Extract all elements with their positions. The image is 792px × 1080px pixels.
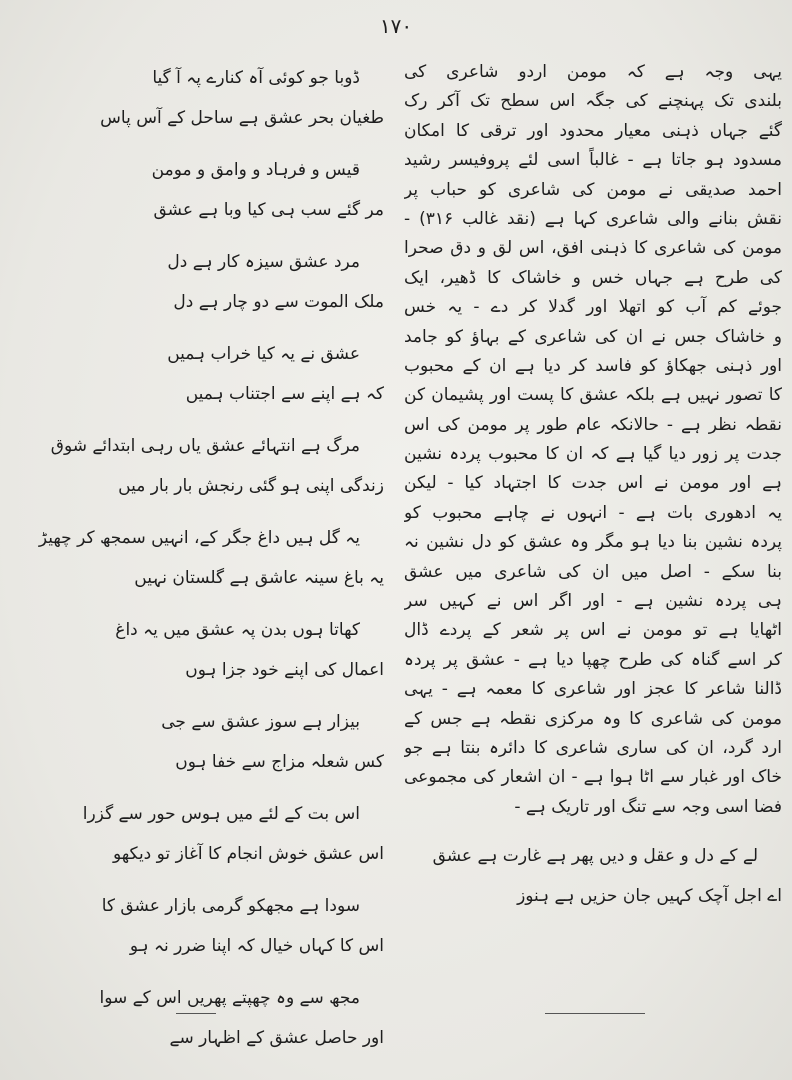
column-end-rule [176, 1013, 216, 1014]
prose-line: فضا اسی وجہ سے تنگ اور تاریک ہے - [514, 796, 782, 817]
prose-line: بنا سکے - اصل میں ان کی شاعری میں عشق [404, 561, 782, 582]
prose-line: مسدود ہو جاتا ہے - غالباً اسی لئے پروفیسر رشید [404, 150, 782, 171]
column-end-rule [545, 1013, 645, 1014]
verse-couplet [18, 58, 384, 138]
prose-line: ڈالنا شاعر کا عجز اور شاعری کا معمہ ہے - یہی [404, 679, 782, 700]
verse-line: طغیان بحر عشق ہے ساحل کے آس پاس [100, 108, 384, 128]
verse-couplet [18, 150, 384, 230]
prose-line: خاک اور غبار سے اٹا ہوا ہے - ان اشعار کی مجموعی [404, 767, 782, 788]
verse-couplet [18, 978, 384, 1058]
verse-couplet [18, 334, 384, 414]
verse-line: عشق نے یہ کیا خراب ہمیں [167, 344, 360, 364]
verse-line: ڈوبا جو کوئی آہ کنارے پہ آ گیا [152, 68, 360, 88]
prose-line: یہی وجہ ہے کہ مومن اردو شاعری کی [404, 62, 782, 82]
prose-line: کر اسے گناہ کی طرح چھپا دیا ہے - عشق پر پردہ [404, 649, 782, 670]
prose-line: نقش بنانے والی شاعری کہا ہے (نقد غالب ۳۱۶) - [404, 208, 782, 229]
verse-couplet [18, 242, 384, 322]
prose-line: یہ ادھوری بات ہے - انہوں نے چاہے محبوب کو [404, 502, 782, 523]
verse-line: یہ گل ہیں داغ جگر کے، انہیں سمجھ کر چھیڑ [38, 528, 360, 548]
prose-line: احمد صدیقی نے مومن کی شاعری کو حباب پر [404, 179, 782, 200]
verse-couplet [404, 836, 782, 916]
verse-line: اس کا کہاں خیال کہ اپنا ضرر نہ ہو [129, 936, 384, 956]
prose-line: ہی پردہ نشین ہے - اور اگر اس نے کہیں سر [404, 591, 782, 612]
verse-line: اعمال کی اپنے خود جزا ہوں [185, 660, 384, 680]
verse-line: اے اجل آچک کہیں جان حزیں ہے ہنوز [517, 886, 782, 907]
verse-line: زندگی اپنی ہو گئی رنجش بار بار میں [118, 476, 384, 496]
prose-line: ارد گرد، ان کی ساری شاعری کا دائرہ بنتا ہے جو [404, 737, 782, 758]
verse-line: ملک الموت سے دو چار ہے دل [173, 292, 384, 312]
verse-line: کہ ہے اپنے سے اجتناب ہمیں [185, 384, 384, 404]
verse-line: بیزار ہے سوز عشق سے جی [161, 712, 360, 732]
verse-line: اس عشق خوش انجام کا آغاز تو دیکھو [112, 844, 384, 864]
prose-line: نقطہ نظر ہے - حالانکہ عام طور پر مومن کی اس [404, 414, 782, 435]
prose-line: ہے اور مومن نے اس جدت کا اجتہاد کیا - لیکن [404, 473, 782, 494]
verse-couplet [18, 794, 384, 874]
prose-line: و خاشاک جس نے ان کی شاعری کے بہاؤ کو جامد [404, 326, 782, 347]
verse-line: اس بت کے لئے میں ہوس حور سے گزرا [82, 804, 360, 824]
prose-paragraph [404, 58, 782, 822]
prose-line: بلندی تک پہنچنے کی جگہ اس سطح تک آکر رک [404, 91, 782, 112]
verse-line: یہ باغ سینہ عاشق ہے گلستان نہیں [134, 568, 384, 588]
verse-line: قیس و فرہاد و وامق و مومن [151, 160, 360, 180]
verse-line: کھاتا ہوں بدن پہ عشق میں یہ داغ [115, 620, 360, 640]
verse-couplet [18, 426, 384, 506]
page-number: ۱۷۰ [379, 14, 413, 38]
prose-line: پردہ نشین بنا دیا ہو مگر وہ عشق کو دل نشین نہ [404, 532, 782, 553]
prose-line: کی طرح ہے جہاں خس و خاشاک کا ڈھیر، ایک [404, 267, 782, 288]
prose-line: اور ذہنی جھکاؤ کو فاسد کر دیا ہے ان کے محبوب [404, 355, 782, 376]
verse-couplet [18, 702, 384, 782]
prose-line: مومن کی شاعری کا وہ مرکزی نقطہ ہے جس کے [404, 708, 782, 729]
verse-line: لے کے دل و عقل و دیں پھر ہے غارت ہے عشق [432, 846, 758, 867]
verse-line: اور حاصل عشق کے اظہار سے [169, 1028, 384, 1048]
verse-line: مجھ سے وہ چھپتے پھریں اس کے سوا [99, 988, 360, 1008]
prose-line: گئے جہاں ذہنی معیار محدود اور ترقی کا امکان [404, 120, 782, 141]
verse-line: کس شعلہ مزاج سے خفا ہوں [175, 752, 384, 772]
verse-couplet [18, 610, 384, 690]
verse-couplet [18, 518, 384, 598]
verse-line: سودا ہے مجھکو گرمی بازار عشق کا [101, 896, 360, 916]
verse-line: مرگ ہے انتہائے عشق یاں رہی ابتدائے شوق [50, 436, 360, 456]
verse-line: مر گئے سب ہی کیا وبا ہے عشق [153, 200, 384, 220]
prose-line: جدت پر زور دیا گیا ہے کہ ان کا محبوب پردہ نشین [404, 444, 782, 465]
prose-line: جوئے کم آب کو اتھلا اور گدلا کر دے - یہ خس [404, 297, 782, 318]
left-column [18, 58, 384, 1070]
verse-line: مرد عشق سیزہ کار ہے دل [167, 252, 360, 272]
verse-couplet [18, 886, 384, 966]
prose-line: مومن کی شاعری کا ذہنی افق، اس لق و دق صحرا [404, 238, 782, 259]
right-column [404, 58, 782, 928]
prose-line: کا تصور نہیں ہے بلکہ عشق کا پست اور پشیمان کن [404, 385, 782, 406]
prose-line: اٹھایا ہے تو مومن نے اس پر شعر کے پردے ڈال [404, 620, 782, 641]
